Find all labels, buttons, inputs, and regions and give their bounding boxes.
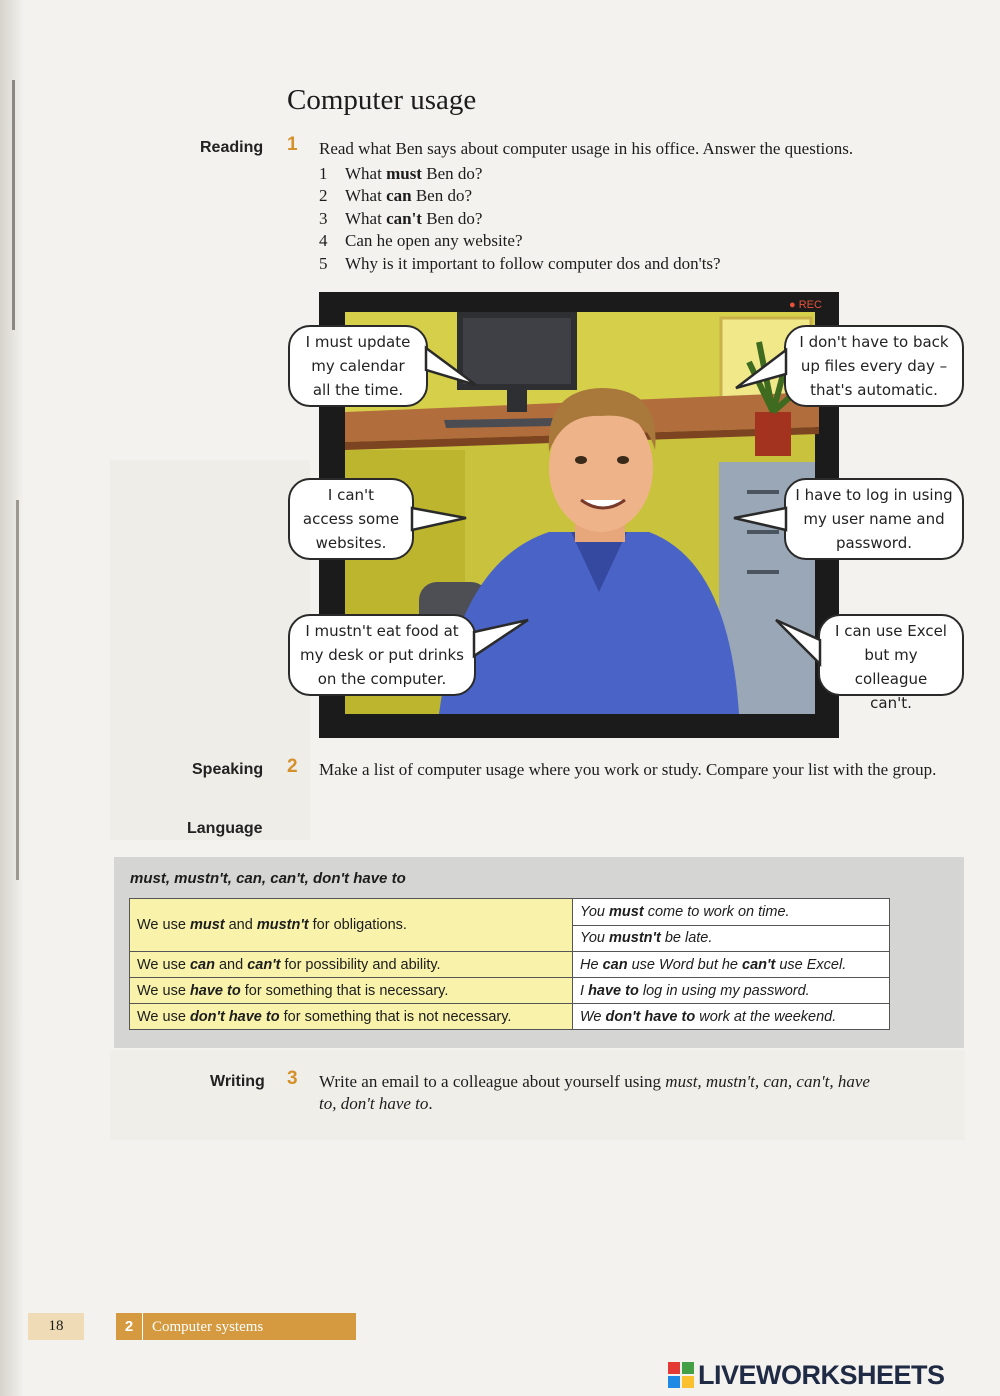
example-text: He	[580, 956, 603, 973]
rule-text: for something that is necessary.	[240, 982, 449, 999]
question-text: Ben do?	[421, 164, 483, 183]
rule-keyword: mustn't	[256, 917, 309, 933]
bubble-line: that's automatic.	[810, 381, 938, 399]
bubble-line: access some	[302, 510, 400, 528]
question-text: Why is it important to follow computer dos and don'ts?	[345, 253, 721, 273]
question-number: 2	[319, 186, 328, 206]
bubble-line: all the time.	[312, 381, 404, 399]
example-cell	[573, 899, 890, 926]
rule-text: and	[214, 956, 248, 973]
table-row	[130, 978, 890, 1004]
section-label-reading: Reading	[200, 139, 264, 156]
bubble-line: my desk or put drinks	[300, 646, 464, 664]
bubble-line: I must update	[305, 333, 411, 351]
example-text: We	[580, 1008, 606, 1025]
liveworksheets-logo-icon	[668, 1362, 694, 1388]
liveworksheets-watermark[interactable]: LIVEWORKSHEETS	[698, 1360, 945, 1390]
bubble-tail	[412, 508, 466, 530]
bubble-tail	[736, 350, 786, 388]
page-title: Computer usage	[287, 84, 477, 116]
grammar-heading: must, mustn't, can, can't, don't have to	[130, 870, 406, 887]
reading-instruction: Read what Ben says about computer usage in his office. Answer the questions.	[319, 139, 854, 158]
example-text: use Excel.	[775, 956, 847, 973]
rule-cell	[130, 1004, 573, 1030]
question-text: What	[345, 164, 387, 183]
bubble-line: I mustn't eat food at	[305, 622, 459, 640]
speaking-instruction: Make a list of computer usage where you work or study. Compare your list with the group.	[319, 760, 937, 779]
question-keyword: must	[386, 164, 422, 183]
table-row	[130, 1004, 890, 1030]
writing-text: .	[428, 1094, 433, 1113]
example-text: I	[580, 982, 589, 999]
example-text: use Word but he	[627, 956, 743, 973]
chapter-title: Computer systems	[152, 1319, 264, 1335]
example-cell	[573, 978, 890, 1004]
bubble-line: password.	[836, 534, 912, 552]
question-text: Ben do?	[421, 208, 483, 228]
bubble-line: my calendar	[311, 357, 405, 375]
section-label-writing: Writing	[210, 1073, 265, 1090]
bubble-tail	[426, 348, 476, 385]
example-text: be late.	[660, 930, 713, 947]
bubble-line: I don't have to back	[799, 333, 949, 351]
question-number: 3	[319, 208, 328, 228]
rule-text: for something that is not necessary.	[279, 1008, 512, 1025]
question-keyword: can	[386, 186, 412, 206]
exercise-number: 3	[287, 1068, 298, 1089]
rule-text: We use	[137, 956, 190, 973]
bubble-line: on the computer.	[317, 670, 447, 688]
rule-cell	[130, 952, 573, 978]
example-text: come to work on time.	[643, 903, 790, 920]
bubble-tail	[474, 620, 528, 656]
table-row	[130, 952, 890, 978]
rule-text: We use	[137, 917, 190, 933]
example-cell	[573, 952, 890, 978]
rule-cell	[130, 978, 573, 1004]
bubble-line: I have to log in using	[795, 486, 953, 504]
bubble-line: can't.	[870, 694, 912, 712]
bubble-line: websites.	[315, 534, 387, 552]
example-keyword: must	[609, 903, 644, 920]
rule-keyword: have to	[189, 982, 241, 999]
example-text: work at the weekend.	[695, 1008, 837, 1025]
rule-keyword: can't	[247, 956, 281, 973]
bubble-line: I can use Excel	[835, 622, 947, 640]
question-number: 1	[319, 164, 328, 183]
bubble-tail	[776, 620, 820, 664]
grammar-table	[129, 898, 890, 1030]
writing-keywords: must, mustn't, can, can't, have	[665, 1072, 870, 1091]
chapter-number: 2	[116, 1313, 143, 1340]
rule-text: for possibility and ability.	[280, 956, 441, 973]
example-keyword: don't have to	[605, 1008, 696, 1025]
bubble-line: but my colleague	[854, 646, 928, 688]
writing-instruction	[319, 1071, 969, 1115]
bubble-line: I can't	[327, 486, 375, 504]
rule-keyword: can	[189, 956, 215, 973]
section-label-language: Language	[187, 820, 263, 837]
section-label-speaking: Speaking	[192, 761, 264, 778]
question-text: What	[345, 208, 387, 228]
bubble-tail	[734, 508, 786, 530]
chapter-bar	[116, 1313, 356, 1340]
example-keyword: mustn't	[609, 930, 661, 947]
example-keyword: have to	[588, 982, 639, 999]
question-text: What	[345, 186, 387, 206]
rec-indicator: ● REC	[789, 299, 822, 311]
exercise-number: 2	[287, 756, 298, 777]
question-keyword: can't	[386, 208, 422, 228]
example-keyword: can	[602, 956, 628, 973]
example-text: You	[580, 903, 610, 920]
rule-keyword: don't have to	[189, 1008, 280, 1025]
table-row	[130, 899, 890, 926]
writing-text: Write an email to a colleague about yourself using	[319, 1072, 666, 1091]
exercise-number: 1	[287, 134, 298, 155]
example-cell	[573, 1004, 890, 1030]
example-text: You	[580, 930, 610, 947]
bubble-line: up files every day –	[800, 357, 948, 375]
writing-keywords: to, don't have to	[319, 1094, 429, 1113]
rule-keyword: must	[189, 917, 225, 933]
rule-cell	[130, 899, 573, 952]
rule-text: We use	[137, 1008, 190, 1025]
question-number: 4	[319, 231, 328, 251]
rule-text: We use	[137, 982, 190, 999]
page-number: 18	[28, 1313, 84, 1340]
rule-text: for obligations.	[308, 917, 407, 933]
example-keyword: can't	[742, 956, 776, 973]
example-cell	[573, 925, 890, 952]
question-text: Ben do?	[411, 186, 473, 206]
question-text: Can he open any website?	[345, 231, 523, 251]
rule-text: and	[224, 917, 257, 933]
bubble-line: my user name and	[803, 510, 945, 528]
example-text: log in using my password.	[638, 982, 810, 999]
question-number: 5	[319, 253, 328, 273]
